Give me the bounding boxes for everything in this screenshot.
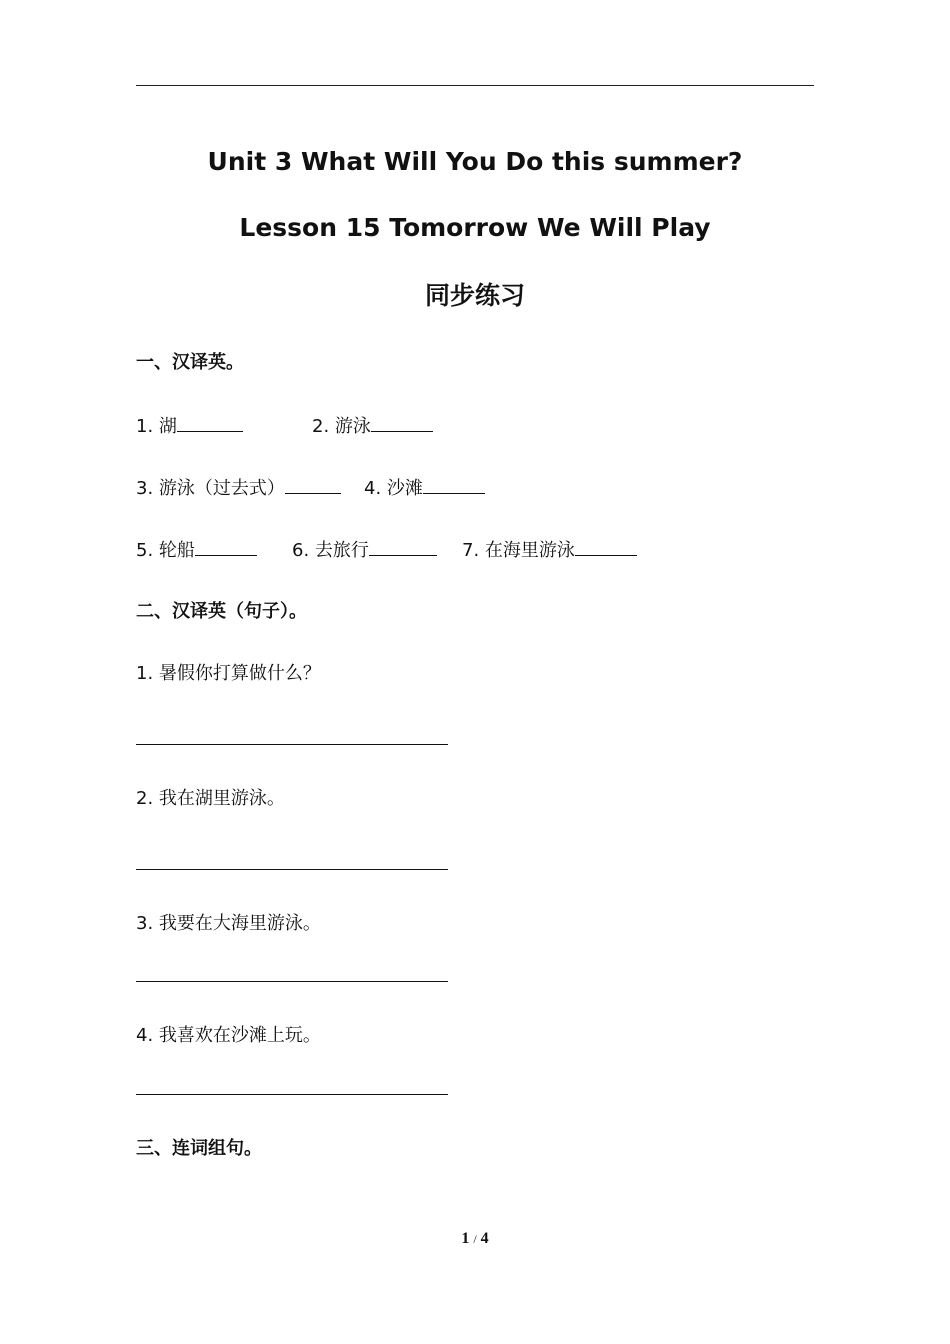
vocab-item-2 [312,413,433,439]
vocab-blank-1[interactable] [177,413,243,432]
page-number [0,1228,950,1250]
vocab-item-1 [136,413,243,439]
exercise-subtitle: 同步练习 [424,281,525,310]
sentence-answer-line-3[interactable] [136,981,448,982]
vocab-item-4 [364,475,485,501]
sentence-item-1: 1. 暑假你打算做什么？ [136,663,321,684]
header-rule [136,85,814,86]
vocab-item-7 [462,537,637,563]
section-3-heading: 三、连词组句。 [136,1138,262,1159]
vocab-item-4-label: 4. 沙滩 [364,478,423,499]
unit-title: Unit 3 What Will You Do this summer? [207,147,743,176]
vocab-item-5-label: 5. 轮船 [136,540,195,561]
page-total: 4 [480,1230,489,1247]
section-2-heading: 二、汉译英（句子）。 [136,601,307,622]
vocab-item-5 [136,537,257,563]
sentence-item-4: 4. 我喜欢在沙滩上玩。 [136,1025,321,1046]
vocab-blank-7[interactable] [575,537,637,556]
page-current: 1 [461,1230,470,1247]
vocab-item-3-label: 3. 游泳（过去式） [136,478,285,499]
vocab-blank-3[interactable] [285,475,341,494]
vocab-blank-5[interactable] [195,537,257,556]
vocab-item-7-label: 7. 在海里游泳 [462,540,575,561]
vocab-item-6-label: 6. 去旅行 [292,540,369,561]
vocab-blank-4[interactable] [423,475,485,494]
vocab-item-1-label: 1. 湖 [136,416,177,437]
sentence-answer-line-2[interactable] [136,869,448,870]
sentence-item-2: 2. 我在湖里游泳。 [136,788,285,809]
vocab-blank-2[interactable] [371,413,433,432]
section-1-heading: 一、汉译英。 [136,352,244,373]
vocab-item-3 [136,475,341,501]
vocab-blank-6[interactable] [369,537,437,556]
sentence-item-3: 3. 我要在大海里游泳。 [136,913,321,934]
vocab-item-6 [292,537,437,563]
vocab-item-2-label: 2. 游泳 [312,416,371,437]
lesson-title: Lesson 15 Tomorrow We Will Play [239,213,711,242]
page-separator: / [473,1232,477,1246]
sentence-answer-line-1[interactable] [136,744,448,745]
sentence-answer-line-4[interactable] [136,1094,448,1095]
